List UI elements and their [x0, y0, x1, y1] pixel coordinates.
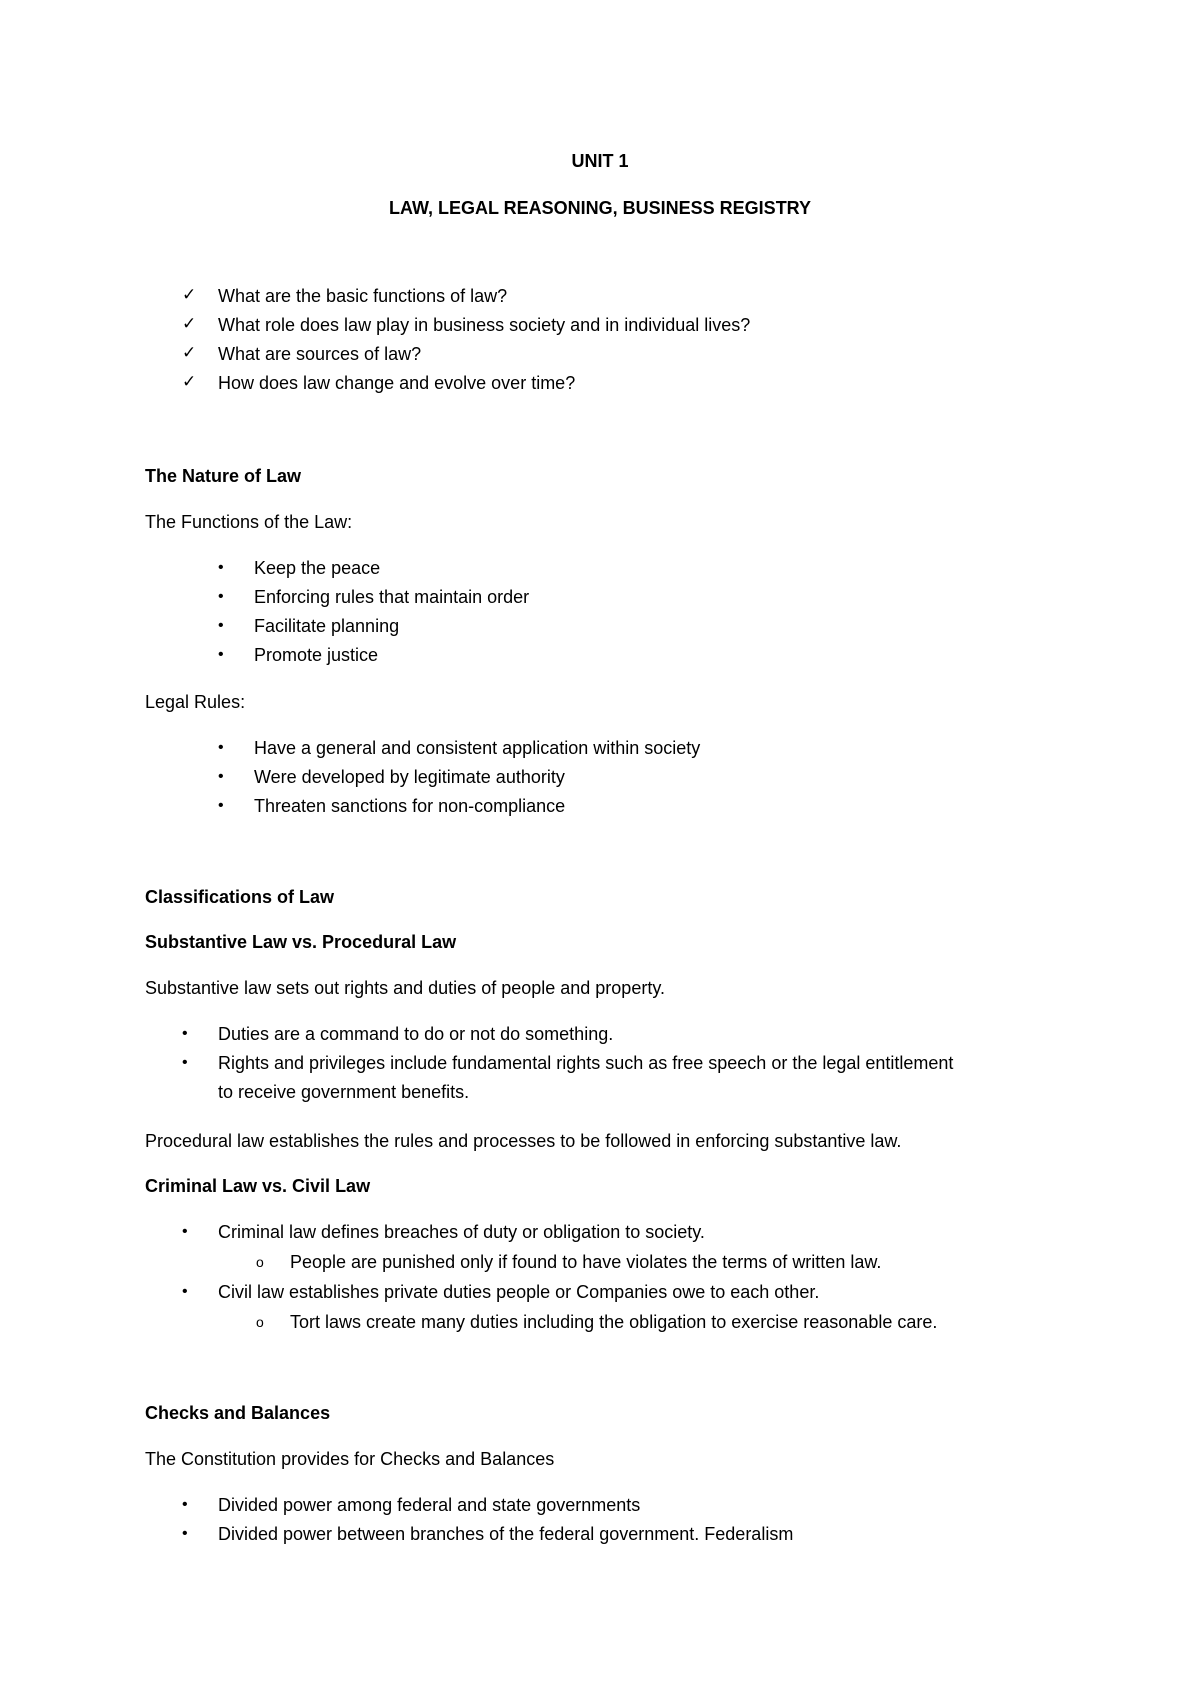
criminal-law-subitem: People are punished only if found to have violates the terms of written law. [290, 1252, 882, 1272]
checks-intro: The Constitution provides for Checks and Balances [145, 1449, 555, 1469]
check-icon: ✓ [182, 314, 197, 333]
check-icon: ✓ [182, 285, 197, 304]
rule-item: Threaten sanctions for non-compliance [254, 796, 566, 816]
substantive-item: Duties are a command to do or not do something. [218, 1024, 614, 1044]
bullet-icon: • [182, 1283, 188, 1300]
rule-item: Have a general and consistent application within society [254, 738, 701, 758]
circle-bullet-icon: o [256, 1314, 264, 1330]
subheading-substantive-procedural: Substantive Law vs. Procedural Law [145, 932, 457, 952]
functions-intro: The Functions of the Law: [145, 512, 353, 532]
bullet-icon: • [182, 1054, 188, 1071]
circle-bullet-icon: o [256, 1254, 264, 1270]
bullet-icon: • [218, 768, 224, 785]
section-heading-classifications: Classifications of Law [145, 887, 335, 907]
criminal-law-item: Criminal law defines breaches of duty or obligation to society. [218, 1222, 705, 1242]
function-item: Promote justice [254, 645, 379, 665]
question-item: What role does law play in business society and in individual lives? [218, 315, 751, 335]
substantive-item: Rights and privileges include fundamental rights such as free speech or the legal entitlement [218, 1053, 954, 1073]
bullet-icon: • [218, 739, 224, 756]
bullet-icon: • [182, 1223, 188, 1240]
unit-title: UNIT 1 [571, 151, 629, 171]
bullet-icon: • [182, 1525, 188, 1542]
check-icon: ✓ [182, 343, 197, 362]
bullet-icon: • [182, 1496, 188, 1513]
bullet-icon: • [218, 617, 224, 634]
subheading-criminal-civil: Criminal Law vs. Civil Law [145, 1176, 371, 1196]
checks-item: Divided power between branches of the federal government. Federalism [218, 1524, 794, 1544]
function-item: Enforcing rules that maintain order [254, 587, 530, 607]
question-item: What are the basic functions of law? [218, 286, 508, 306]
bullet-icon: • [218, 588, 224, 605]
function-item: Keep the peace [254, 558, 381, 578]
document-title: LAW, LEGAL REASONING, BUSINESS REGISTRY [388, 198, 812, 218]
bullet-icon: • [182, 1025, 188, 1042]
civil-law-subitem: Tort laws create many duties including the obligation to exercise reasonable care. [290, 1312, 938, 1332]
section-heading-checks: Checks and Balances [145, 1403, 331, 1423]
checks-item: Divided power among federal and state governments [218, 1495, 641, 1515]
procedural-text: Procedural law establishes the rules and processes to be followed in enforcing substantive law. [145, 1131, 902, 1151]
question-item: What are sources of law? [218, 344, 422, 364]
function-item: Facilitate planning [254, 616, 400, 636]
civil-law-item: Civil law establishes private duties people or Companies owe to each other. [218, 1282, 820, 1302]
rules-intro: Legal Rules: [145, 692, 246, 712]
bullet-icon: • [218, 797, 224, 814]
check-icon: ✓ [182, 372, 197, 391]
rule-item: Were developed by legitimate authority [254, 767, 565, 787]
bullet-icon: • [218, 646, 224, 663]
section-heading-nature: The Nature of Law [145, 466, 302, 486]
bullet-icon: • [218, 559, 224, 576]
substantive-intro: Substantive law sets out rights and duties of people and property. [145, 978, 665, 998]
question-item: How does law change and evolve over time? [218, 373, 576, 393]
substantive-item-continued: to receive government benefits. [218, 1082, 470, 1102]
